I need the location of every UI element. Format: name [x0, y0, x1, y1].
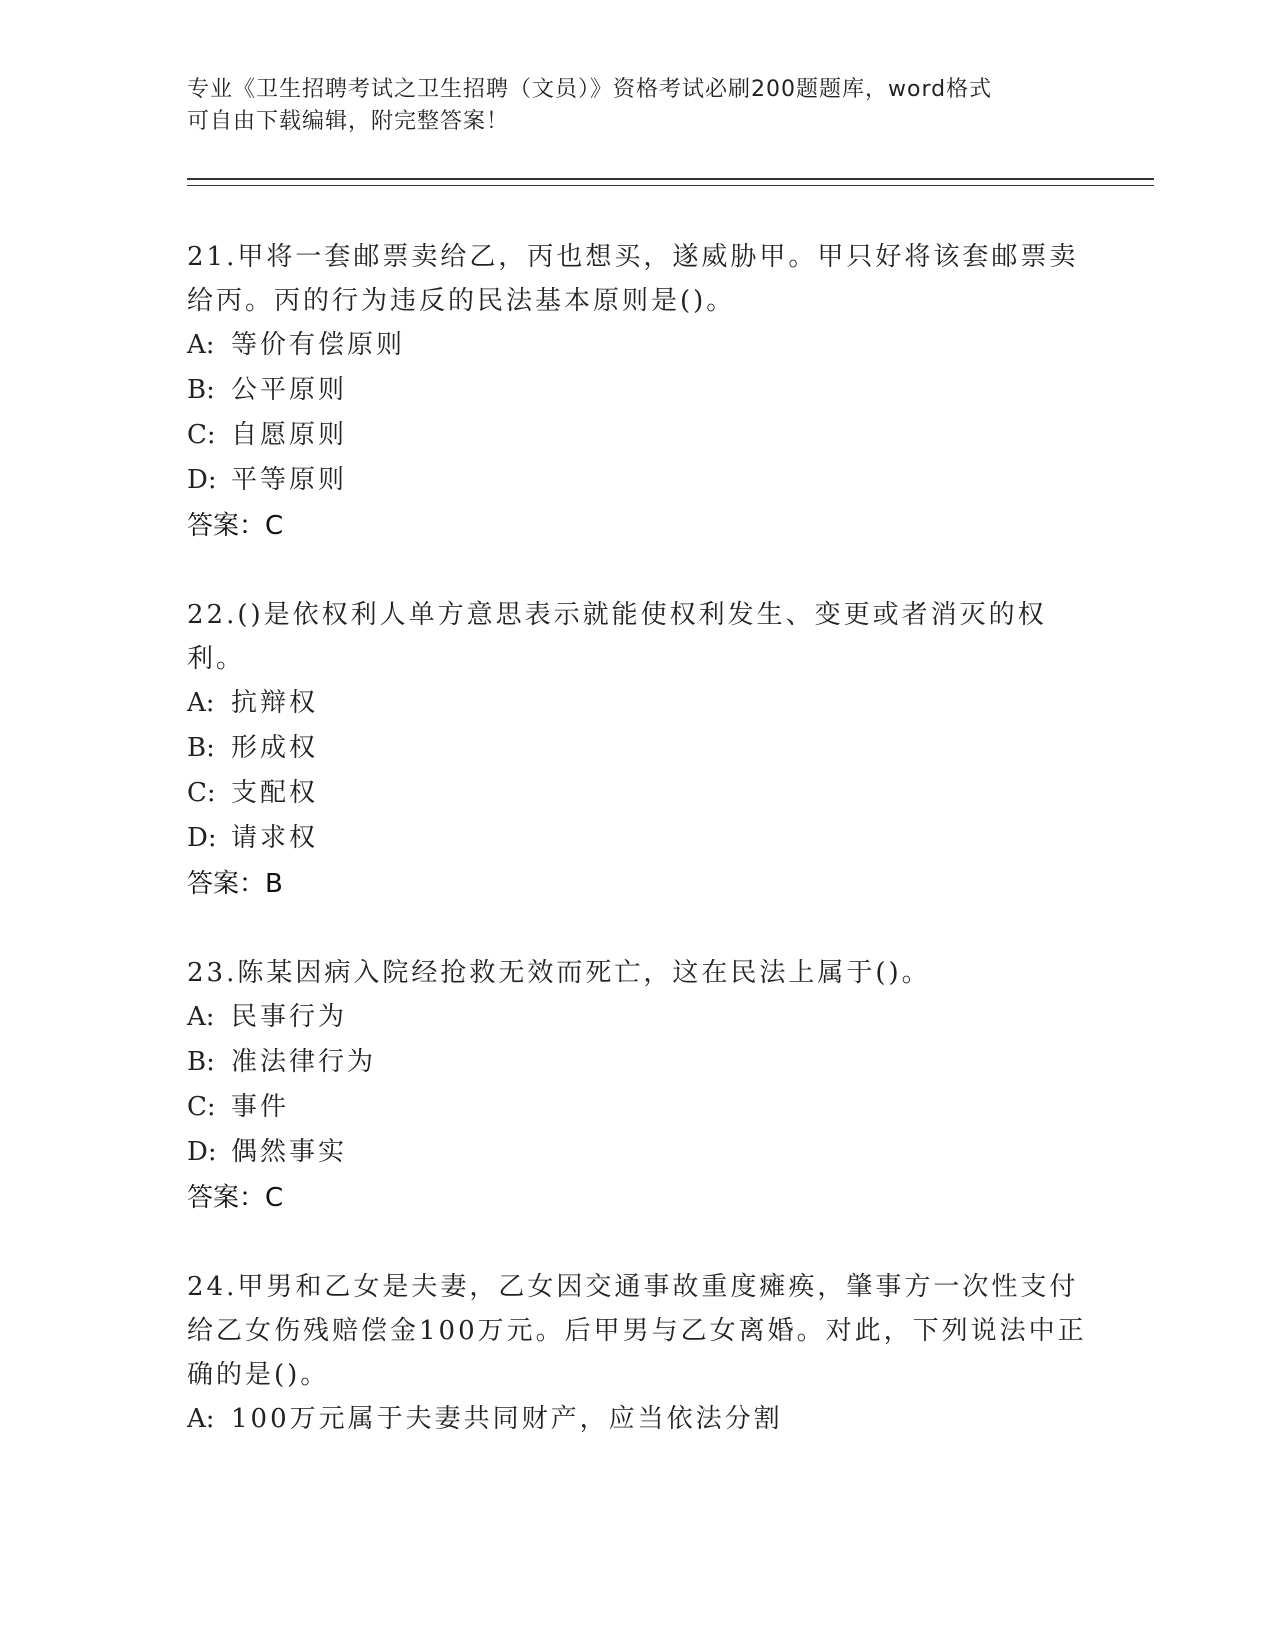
option-d — [187, 458, 1087, 503]
question-text: 24.甲男和乙女是夫妻，乙女因交通事故重度瘫痪，肇事方一次性支付给乙女伤残赔偿金100万元。后甲男与乙女离婚。对此，下列说法中正确的是()。 — [187, 1272, 1087, 1390]
option-text: 偶然事实 — [231, 1137, 348, 1167]
question-21 — [187, 235, 1087, 549]
answer: 答案：B — [187, 869, 283, 899]
option-b — [187, 368, 1087, 413]
option-b — [187, 726, 1087, 771]
option-text: 形成权 — [231, 733, 319, 763]
option-a — [187, 323, 1087, 368]
header-line-2: 可自由下载编辑，附完整答案！ — [187, 109, 510, 134]
question-list — [187, 235, 1087, 1486]
option-text: 自愿原则 — [231, 420, 348, 450]
option-letter: D: — [187, 1137, 217, 1167]
answer: 答案：C — [187, 511, 284, 541]
option-letter: A: — [187, 330, 215, 360]
option-text: 准法律行为 — [231, 1047, 377, 1077]
option-text: 支配权 — [231, 778, 319, 808]
option-letter: D: — [187, 823, 217, 853]
question-22 — [187, 593, 1087, 907]
option-letter: C: — [187, 420, 216, 450]
option-text: 抗辩权 — [231, 688, 319, 718]
answer: 答案：C — [187, 1183, 284, 1213]
option-d — [187, 816, 1087, 861]
header-line-1: 专业《卫生招聘考试之卫生招聘（文员）》资格考试必刷200题题库，word格式 — [187, 77, 993, 102]
question-24 — [187, 1265, 1087, 1442]
option-text: 等价有偿原则 — [231, 330, 406, 360]
option-text: 公平原则 — [231, 375, 348, 405]
option-text: 平等原则 — [231, 465, 348, 495]
option-c — [187, 771, 1087, 816]
option-letter: C: — [187, 1092, 216, 1122]
question-text: 23.陈某因病入院经抢救无效而死亡，这在民法上属于()。 — [187, 958, 931, 988]
option-b — [187, 1040, 1087, 1085]
question-text: 21.甲将一套邮票卖给乙，丙也想买，遂威胁甲。甲只好将该套邮票卖给丙。丙的行为违反的民法基本原则是()。 — [187, 242, 1079, 316]
option-a — [187, 1397, 1087, 1442]
option-a — [187, 681, 1087, 726]
option-d — [187, 1130, 1087, 1175]
option-c — [187, 413, 1087, 458]
option-letter: A: — [187, 688, 215, 718]
option-letter: B: — [187, 733, 215, 763]
option-letter: A: — [187, 1404, 215, 1434]
option-c — [187, 1085, 1087, 1130]
option-letter: B: — [187, 375, 215, 405]
option-text: 民事行为 — [231, 1002, 348, 1032]
option-text: 100万元属于夫妻共同财产，应当依法分割 — [231, 1404, 783, 1434]
question-23 — [187, 951, 1087, 1221]
header-divider — [187, 178, 1154, 186]
option-text: 事件 — [231, 1092, 290, 1122]
document-header — [187, 74, 1067, 138]
option-text: 请求权 — [231, 823, 319, 853]
option-letter: D: — [187, 465, 217, 495]
option-letter: A: — [187, 1002, 215, 1032]
option-letter: B: — [187, 1047, 215, 1077]
question-text: 22.()是依权利人单方意思表示就能使权利发生、变更或者消灭的权利。 — [187, 600, 1047, 674]
option-a — [187, 995, 1087, 1040]
option-letter: C: — [187, 778, 216, 808]
